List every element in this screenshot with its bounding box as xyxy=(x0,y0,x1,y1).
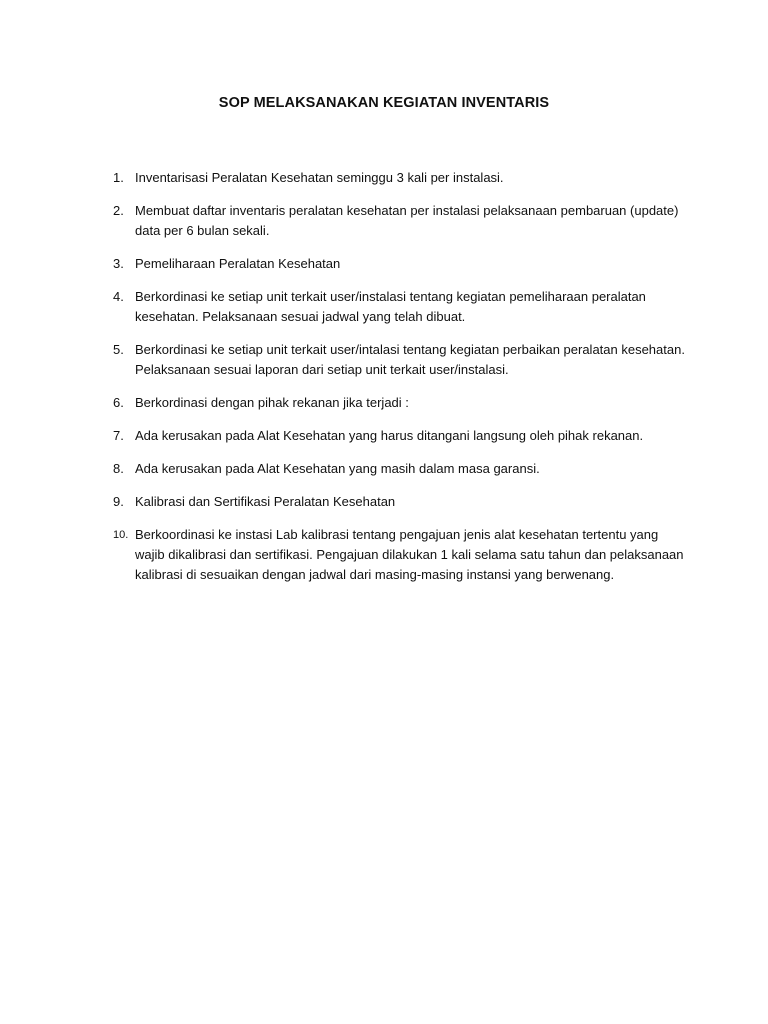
list-item-number: 5. xyxy=(113,342,124,357)
list-item-text: Ada kerusakan pada Alat Kesehatan yang masih dalam masa garansi. xyxy=(135,461,540,476)
list-item xyxy=(0,287,768,327)
sop-list xyxy=(0,168,768,598)
list-item-text: Berkordinasi dengan pihak rekanan jika terjadi : xyxy=(135,395,409,410)
list-item-text: Pemeliharaan Peralatan Kesehatan xyxy=(135,256,341,271)
list-item xyxy=(0,459,768,479)
list-item-text: Inventarisasi Peralatan Kesehatan seminggu 3 kali per instalasi. xyxy=(135,170,504,185)
list-item-number: 1. xyxy=(113,170,124,185)
list-item xyxy=(0,492,768,512)
list-item-number: 8. xyxy=(113,461,124,476)
list-item-number: 7. xyxy=(113,428,124,443)
list-item-number: 9. xyxy=(113,494,124,509)
list-item xyxy=(0,340,768,380)
list-item-number: 2. xyxy=(113,203,124,218)
list-item-text: Berkordinasi ke setiap unit terkait user/instalasi tentang kegiatan pemeliharaan peralatan kesehatan. Pelaksanaan sesuai jadwal yang telah dibuat. xyxy=(135,289,646,324)
list-item xyxy=(0,254,768,274)
list-item-text: Berkoordinasi ke instasi Lab kalibrasi tentang pengajuan jenis alat kesehatan tertentu yang wajib dikalibrasi dan sertifikasi. Pengajuan dilakukan 1 kali selama satu tahun dan pelaksanaan kalibrasi di sesuaikan dengan jadwal dari masing-masing instansi yang berwenang. xyxy=(135,527,684,582)
list-item xyxy=(0,393,768,413)
list-item xyxy=(0,168,768,188)
list-item xyxy=(0,426,768,446)
document-title: SOP MELAKSANAKAN KEGIATAN INVENTARIS xyxy=(218,95,550,111)
list-item-text: Membuat daftar inventaris peralatan kesehatan per instalasi pelaksanaan pembaruan (update) data per 6 bulan sekali. xyxy=(135,203,679,238)
list-item-text: Ada kerusakan pada Alat Kesehatan yang harus ditangani langsung oleh pihak rekanan. xyxy=(135,428,644,443)
list-item-text: Kalibrasi dan Sertifikasi Peralatan Kesehatan xyxy=(135,494,396,509)
list-item-number: 10. xyxy=(113,529,129,541)
list-item-text: Berkordinasi ke setiap unit terkait user/intalasi tentang kegiatan perbaikan peralatan kesehatan. Pelaksanaan sesuai laporan dari setiap unit terkait user/instalasi. xyxy=(135,342,685,377)
list-item xyxy=(0,525,768,585)
list-item xyxy=(0,201,768,241)
list-item-number: 4. xyxy=(113,289,124,304)
list-item-number: 3. xyxy=(113,256,124,271)
list-item-number: 6. xyxy=(113,395,124,410)
